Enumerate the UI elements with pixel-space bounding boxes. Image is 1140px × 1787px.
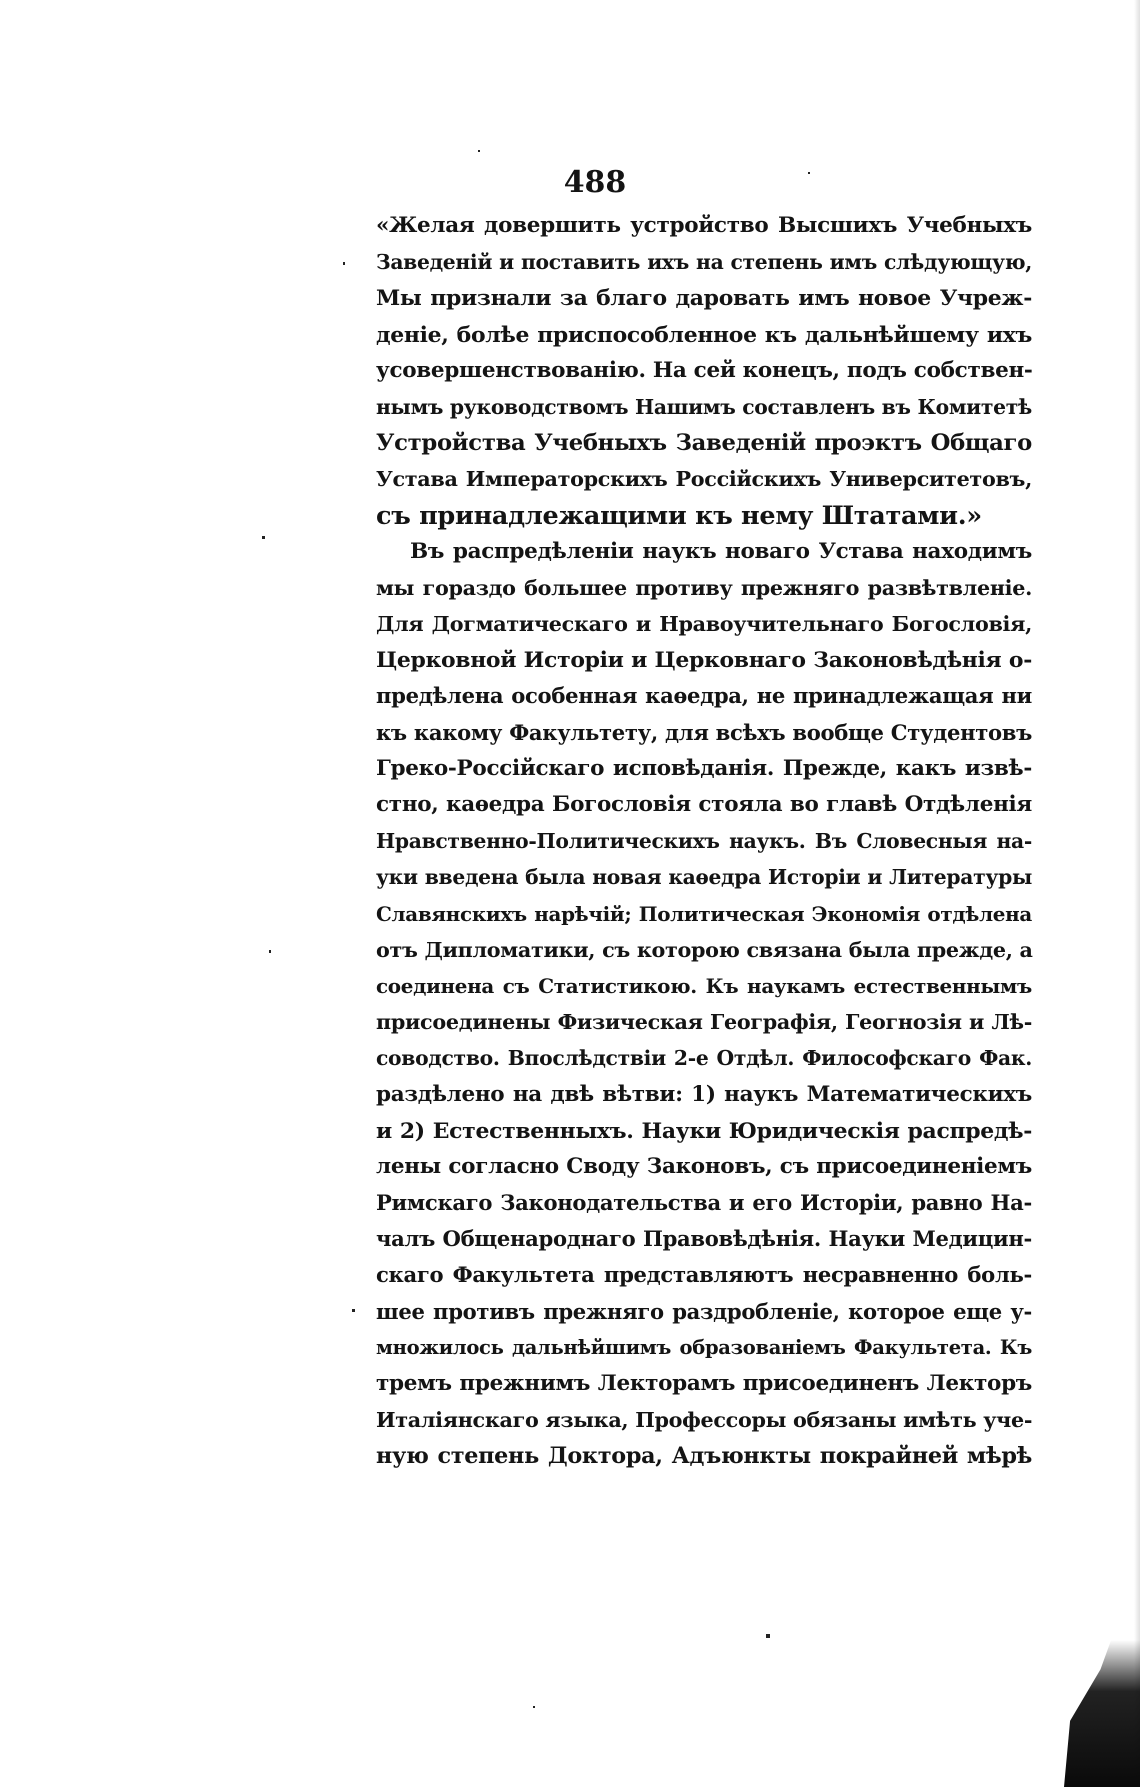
text-line: Славянскихъ нарѣчій; Политическая Экономія отдѣлена xyxy=(376,901,1032,926)
text-line: Италіянскаго языка, Профессоры обязаны имѣть уче- xyxy=(376,1408,1033,1433)
text-line: Греко-Россійскаго исповѣданія. Прежде, какъ извѣ- xyxy=(376,755,1032,781)
text-line: Мы признали за благо даровать имъ новое Учреж- xyxy=(376,285,1032,312)
text-line: раздѣлено на двѣ вѣтви: 1) наукъ Математическихъ xyxy=(376,1081,1032,1107)
text-line: соединена съ Статистикою. Къ наукамъ естественнымъ xyxy=(376,973,1032,998)
scan-speck xyxy=(343,262,345,265)
text-line: скаго Факультета представляютъ несравненно боль- xyxy=(376,1262,1032,1288)
scan-speck xyxy=(352,1309,355,1312)
text-line: къ какому Факультету, для всѣхъ вообще Студентовъ xyxy=(376,719,1032,745)
text-line: Нравственно-Политическихъ наукъ. Въ Словесныя на- xyxy=(376,829,1032,854)
text-line: мы гораздо большее противу прежняго развѣтвленіе. xyxy=(376,575,1032,600)
scan-edge-shadow xyxy=(1064,1640,1140,1787)
text-line: и 2) Естественныхъ. Науки Юридическія распредѣ- xyxy=(376,1117,1032,1144)
text-line: множилось дальнѣйшимъ образованіемъ Факультета. Къ xyxy=(376,1335,1032,1359)
text-line: «Желая довершить устройство Высшихъ Учебныхъ xyxy=(376,213,1032,238)
scan-speck xyxy=(262,536,265,539)
text-line: Заведеній и поставить ихъ на степень имъ слѣдующую, xyxy=(376,250,1032,275)
text-line: лены согласно Своду Законовъ, съ присоединеніемъ xyxy=(376,1153,1032,1179)
text-line: усовершенствованію. На сей конецъ, подъ собствен- xyxy=(376,357,1033,383)
text-line: Римскаго Законодательства и его Исторіи, равно На- xyxy=(376,1190,1032,1216)
page-edge-shadow xyxy=(1134,0,1140,1787)
scan-speck xyxy=(533,1706,535,1708)
text-line: стно, каѳедра Богословія стояла во главѣ Отдѣленія xyxy=(376,792,1032,817)
scan-speck xyxy=(808,172,810,174)
text-line: шее противъ прежняго раздробленіе, которое еще у- xyxy=(376,1298,1032,1324)
text-line: уки введена была новая каѳедра Исторіи и Литературы xyxy=(376,865,1032,890)
body-text xyxy=(376,208,1032,1475)
text-line: Устройства Учебныхъ Заведеній проэктъ Общаго xyxy=(376,430,1032,457)
text-line: съ принадлежащими къ нему Штатами.» xyxy=(376,500,982,531)
text-line: соводство. Впослѣдствіи 2-е Отдѣл. Философскаго Фак. xyxy=(376,1046,1032,1071)
text-line: отъ Дипломатики, съ которою связана была прежде, а xyxy=(376,937,1033,962)
text-line: присоединены Физическая Географія, Геогнозія и Лѣ- xyxy=(376,1010,1032,1035)
text-line: предѣлена особенная каѳедра, не принадлежащая ни xyxy=(376,683,1032,709)
text-line: ную степень Доктора, Адъюнкты покрайней мѣрѣ xyxy=(376,1443,1032,1470)
text-line: Церковной Исторіи и Церковнаго Законовѣдѣнія о- xyxy=(376,647,1032,674)
text-line: Въ распредѣленіи наукъ новаго Устава находимъ xyxy=(410,538,1032,564)
text-line: деніе, болѣе приспособленное къ дальнѣйшему ихъ xyxy=(376,321,1032,348)
text-line: тремъ прежнимъ Лекторамъ присоединенъ Лекторъ xyxy=(376,1371,1032,1396)
page-number: 488 xyxy=(563,165,627,200)
scan-speck xyxy=(269,950,271,953)
text-line: чалъ Общенароднаго Правовѣдѣнія. Науки Медицин- xyxy=(376,1226,1032,1252)
scan-speck xyxy=(766,1634,770,1638)
text-line: нымъ руководствомъ Нашимъ составленъ въ Комитетѣ xyxy=(376,394,1032,419)
text-line: Устава Императорскихъ Россійскихъ Университетовъ, xyxy=(376,467,1032,492)
scan-speck xyxy=(478,150,480,152)
text-line: Для Догматическаго и Нравоучительнаго Богословія, xyxy=(376,612,1032,637)
